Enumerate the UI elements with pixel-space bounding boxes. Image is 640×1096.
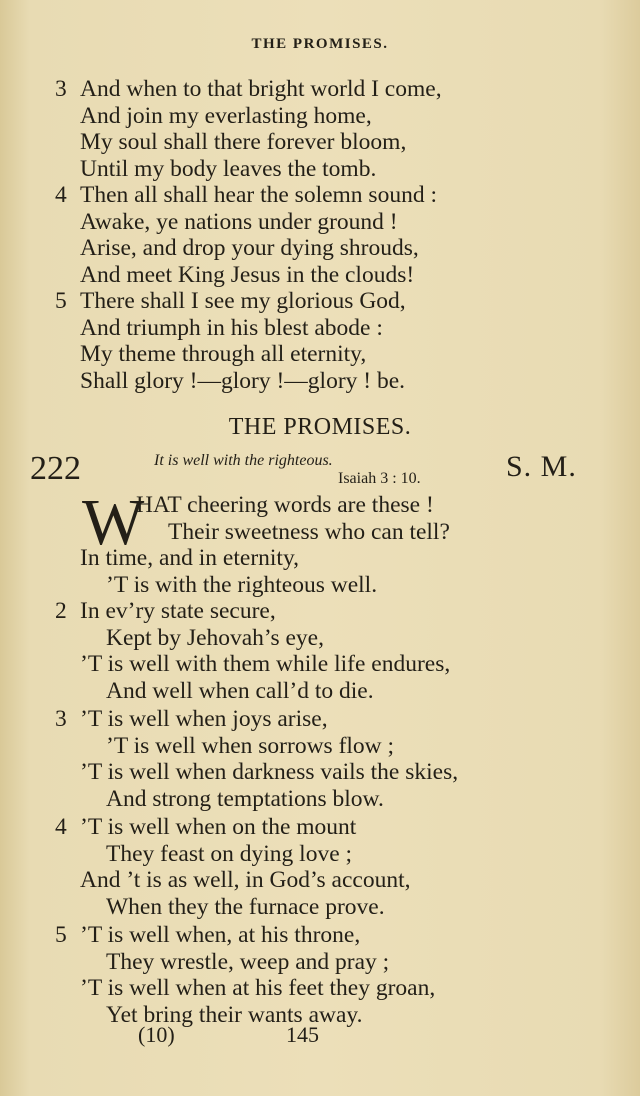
verse-line: HAT cheering words are these ! bbox=[136, 492, 434, 518]
verse-line: In time, and in eternity, bbox=[80, 545, 300, 571]
hymn-meter: S. M. bbox=[506, 450, 577, 483]
drop-cap: W bbox=[82, 486, 145, 559]
verse-line: My theme through all eternity, bbox=[80, 341, 367, 367]
verse-line: ’T is well when sorrows flow ; bbox=[106, 732, 395, 759]
verse-line: Awake, ye nations under ground ! bbox=[80, 208, 398, 235]
verse-line: Then all shall hear the solemn sound : bbox=[80, 182, 437, 208]
verse-line: And ’t is as well, in God’s account, bbox=[80, 867, 411, 893]
verse-line: Arise, and drop your dying shrouds, bbox=[80, 235, 419, 261]
hymn-stanza-5 bbox=[0, 922, 640, 1028]
verse-line: And triumph in his blest abode : bbox=[80, 314, 383, 341]
verse-line: They feast on dying love ; bbox=[106, 840, 353, 867]
verse-line: And meet King Jesus in the clouds! bbox=[80, 261, 415, 288]
stanza-number: 5 bbox=[55, 288, 67, 314]
hymn-stanza-1 bbox=[0, 486, 640, 598]
signature-mark: (10) bbox=[138, 1022, 175, 1047]
verse-line: Until my body leaves the tomb. bbox=[80, 155, 377, 182]
verse-line: Kept by Jehovah’s eye, bbox=[106, 624, 324, 651]
section-title: THE PROMISES. bbox=[228, 414, 412, 440]
verse-line: ’T is well with them while life endures, bbox=[80, 651, 451, 677]
stanza-number: 5 bbox=[55, 922, 67, 948]
verse-line: There shall I see my glorious God, bbox=[80, 288, 406, 314]
stanza-number: 3 bbox=[55, 76, 67, 102]
hymn-stanza-4 bbox=[0, 814, 640, 920]
verse-line: ’T is well when at his feet they groan, bbox=[80, 975, 436, 1001]
verse-line: My soul shall there forever bloom, bbox=[80, 129, 407, 155]
verse-line: And well when call’d to die. bbox=[106, 677, 374, 704]
verse-line: ’T is well when joys arise, bbox=[80, 706, 328, 732]
verse-line: And join my everlasting home, bbox=[80, 102, 372, 129]
prev-stanza-5 bbox=[0, 288, 640, 394]
verse-line: They wrestle, weep and pray ; bbox=[106, 948, 390, 975]
prev-stanza-4 bbox=[0, 182, 640, 288]
hymn-number: 222 bbox=[30, 450, 81, 487]
verse-line: ’T is well when, at his throne, bbox=[80, 922, 361, 948]
hymn-subtitle: It is well with the righteous. bbox=[154, 452, 333, 469]
verse-line: ’T is with the righteous well. bbox=[106, 571, 378, 598]
verse-line: When they the furnace prove. bbox=[106, 893, 385, 920]
running-head: THE PROMISES. bbox=[251, 36, 389, 52]
verse-line: ’T is well when on the mount bbox=[80, 814, 357, 840]
stanza-number: 4 bbox=[55, 182, 67, 208]
verse-line: Yet bring their wants away. bbox=[106, 1001, 363, 1028]
verse-line: Their sweetness who can tell? bbox=[168, 518, 450, 545]
page-number: 145 bbox=[286, 1022, 319, 1047]
verse-line: ’T is well when darkness vails the skies, bbox=[80, 759, 459, 785]
verse-line: And strong temptations blow. bbox=[106, 785, 384, 812]
hymn-stanza-2 bbox=[0, 598, 640, 704]
stanza-number: 3 bbox=[55, 706, 67, 732]
scripture-reference: Isaiah 3 : 10. bbox=[338, 470, 421, 487]
verse-line: Shall glory !—glory !—glory ! be. bbox=[80, 367, 406, 394]
prev-stanza-3 bbox=[0, 76, 640, 182]
hymn-stanza-3 bbox=[0, 706, 640, 812]
stanza-number: 4 bbox=[55, 814, 67, 840]
verse-line: And when to that bright world I come, bbox=[80, 76, 442, 102]
stanza-number: 2 bbox=[55, 598, 67, 624]
verse-line: In ev’ry state secure, bbox=[80, 598, 276, 624]
